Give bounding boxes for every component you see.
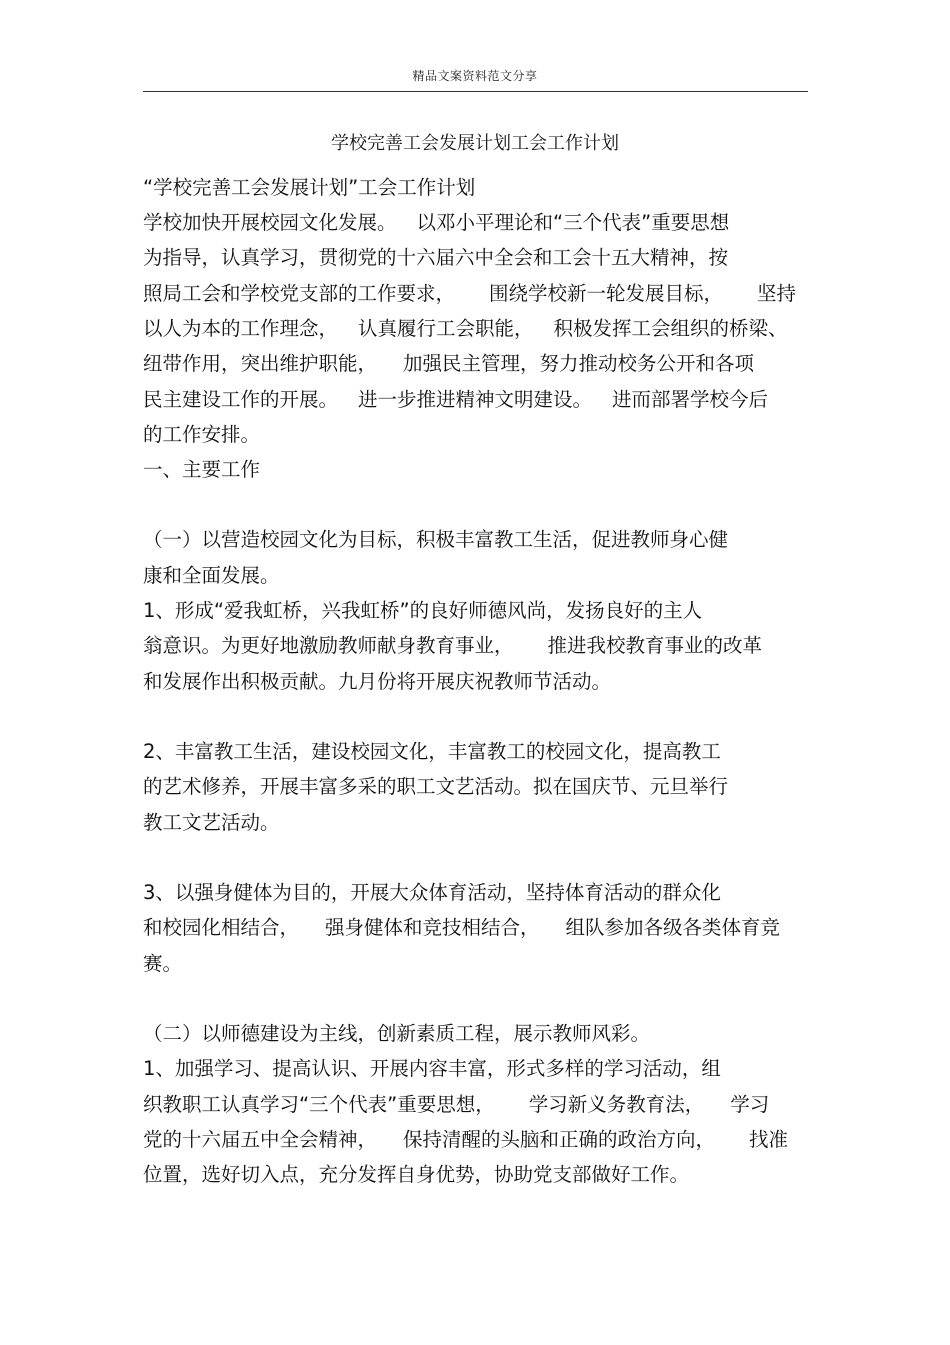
intro-line-1 xyxy=(143,210,729,236)
text-segment: 强身健体和竞技相结合， xyxy=(325,916,540,939)
text-segment: 纽带作用，突出维护职能， xyxy=(143,352,378,375)
subtitle-line: “学校完善工会发展计划”工会工作计划 xyxy=(143,176,476,199)
text-segment: 以邓小平理论和“三个代表”重要思想 xyxy=(416,211,730,234)
text-segment: 党的十六届五中全会精神， xyxy=(143,1128,378,1151)
text-segment: 进一步推进精神文明建设。 xyxy=(358,388,593,411)
header-divider xyxy=(143,91,808,92)
item-4-line-1: 1、加强学习、提高认识、开展内容丰富，形式多样的学习活动，组 xyxy=(143,1057,721,1080)
intro-line-7: 的工作安排。 xyxy=(143,423,261,446)
intro-line-6 xyxy=(143,387,768,413)
text-segment: 积极发挥工会组织的桥梁、 xyxy=(553,317,788,340)
subsection-heading-1: （一）以营造校园文化为目标，积极丰富教工生活，促进教师身心健 xyxy=(143,528,729,551)
intro-line-2: 为指导，认真学习，贯彻党的十六届六中全会和工会十五大精神，按 xyxy=(143,246,729,269)
item-4-line-3 xyxy=(143,1127,788,1153)
item-3-line-3: 赛。 xyxy=(143,952,183,975)
item-2-line-2: 的艺术修养，开展丰富多采的职工文艺活动。拟在国庆节、元旦举行 xyxy=(143,775,729,798)
text-segment: 保持清醒的头脑和正确的政治方向， xyxy=(403,1128,716,1151)
text-segment: 学习 xyxy=(730,1093,770,1116)
item-4-line-2 xyxy=(143,1092,769,1118)
item-1-line-3: 和发展作出积极贡献。九月份将开展庆祝教师节活动。 xyxy=(143,670,612,693)
intro-line-4 xyxy=(143,316,788,342)
document-title: 学校完善工会发展计划工会工作计划 xyxy=(331,133,619,154)
text-segment: 照局工会和学校党支部的工作要求， xyxy=(143,282,456,305)
item-1-line-2 xyxy=(143,633,762,659)
text-segment: 加强民主管理，努力推动校务公开和各项 xyxy=(403,352,755,375)
text-segment: 推进我校教育事业的改革 xyxy=(547,634,763,657)
text-segment: 学校加快开展校园文化发展。 xyxy=(143,211,397,234)
section-heading: 一、主要工作 xyxy=(143,458,261,481)
intro-line-5 xyxy=(143,351,754,377)
text-segment: 学习新义务教育法， xyxy=(528,1093,705,1116)
text-segment: 坚持 xyxy=(757,282,797,305)
text-segment: 组队参加各级各类体育竞 xyxy=(565,916,781,939)
text-segment: 围绕学校新一轮发展目标， xyxy=(489,282,724,305)
text-segment: 以人为本的工作理念， xyxy=(143,317,339,340)
item-3-line-2 xyxy=(143,915,780,941)
subsection-heading-1-cont: 康和全面发展。 xyxy=(143,564,280,587)
item-4-line-4: 位置，选好切入点，充分发挥自身优势，协助党支部做好工作。 xyxy=(143,1163,690,1186)
text-segment: 民主建设工作的开展。 xyxy=(143,388,339,411)
subsection-heading-2: （二）以师德建设为主线，创新素质工程，展示教师风彩。 xyxy=(143,1022,651,1045)
text-segment: 认真履行工会职能， xyxy=(358,317,534,340)
text-segment: 进而部署学校今后 xyxy=(612,388,769,411)
intro-line-3 xyxy=(143,281,796,307)
item-2-line-1: 2、丰富教工生活，建设校园文化，丰富教工的校园文化，提高教工 xyxy=(143,740,721,763)
item-3-line-1: 3、以强身健体为目的，开展大众体育活动，坚持体育活动的群众化 xyxy=(143,881,721,904)
header-text: 精品文案资料范文分享 xyxy=(412,69,538,83)
item-2-line-3: 教工文艺活动。 xyxy=(143,811,280,834)
text-segment: 织教职工认真学习“三个代表”重要思想， xyxy=(143,1093,495,1116)
text-segment: 和校园化相结合， xyxy=(143,916,300,939)
item-1-line-1: 1、形成“爱我虹桥，兴我虹桥”的良好师德风尚，发扬良好的主人 xyxy=(143,599,703,622)
text-segment: 找准 xyxy=(749,1128,789,1151)
text-segment: 翁意识。为更好地激励教师献身教育事业， xyxy=(143,634,514,657)
